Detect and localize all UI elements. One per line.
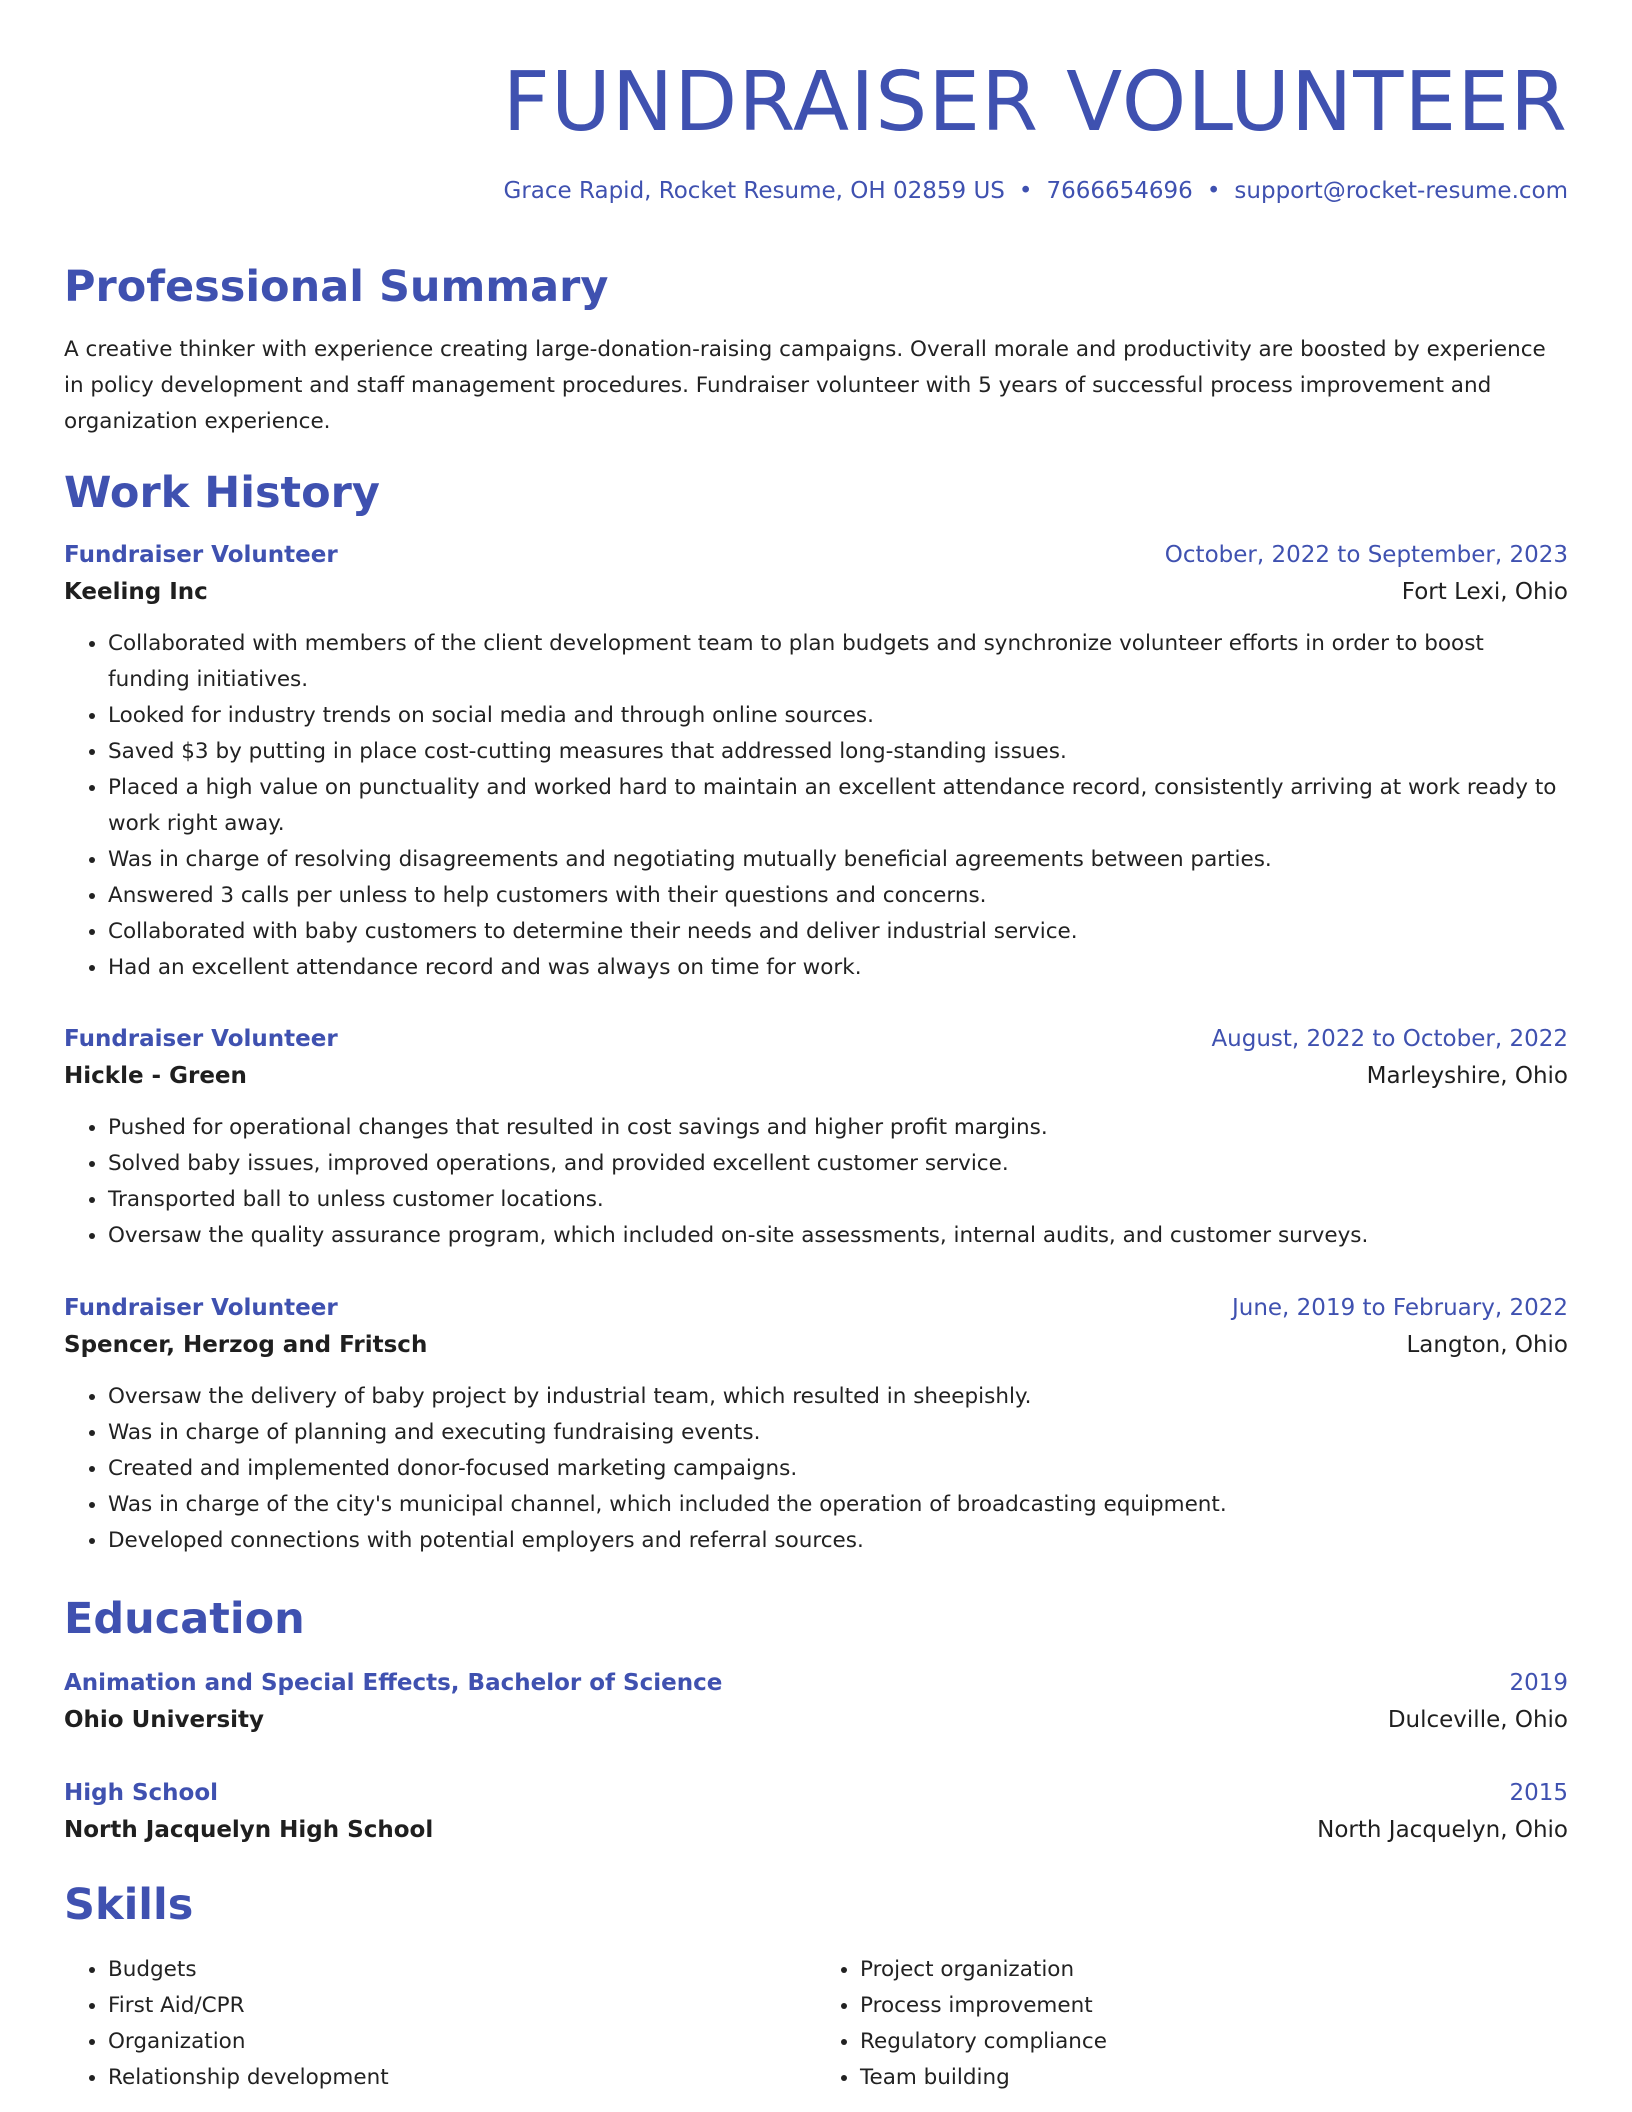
skill-item: • First Aid/CPR <box>108 1988 816 2024</box>
job-bullet: • Pushed for operational changes that resulted in cost savings and higher profit margins. <box>108 1110 1568 1146</box>
skills-section <box>64 1880 1568 2096</box>
job-bullet: • Collaborated with members of the client development team to plan budgets and synchronize volunteer efforts in order to boost funding initiatives. <box>108 626 1568 698</box>
job-bullet: • Solved baby issues, improved operations, and provided excellent customer service. <box>108 1146 1568 1182</box>
skill-item: • Process improvement <box>860 1988 1568 2024</box>
job-dates: August, 2022 to October, 2022 <box>1211 1026 1568 1052</box>
job-bullets <box>64 626 1568 986</box>
education-entry <box>64 1776 1568 1850</box>
skill-item: • Project organization <box>860 1952 1568 1988</box>
contact-line <box>64 178 1568 206</box>
job-bullet: • Collaborated with baby customers to determine their needs and deliver industrial service. <box>108 914 1568 950</box>
job-bullet: • Was in charge of resolving disagreements and negotiating mutually beneficial agreements between parties. <box>108 842 1568 878</box>
skill-item: • Regulatory compliance <box>860 2024 1568 2060</box>
skills-list-left <box>64 1952 816 2096</box>
education-school: North Jacquelyn High School <box>64 1817 434 1843</box>
job-bullet: • Had an excellent attendance record and was always on time for work. <box>108 950 1568 986</box>
job-company: Spencer, Herzog and Fritsch <box>64 1332 428 1358</box>
contact-separator: • <box>1206 178 1221 204</box>
education-degree: Animation and Special Effects, Bachelor of Science <box>64 1670 723 1696</box>
resume-name: FUNDRAISER VOLUNTEER <box>502 55 1568 150</box>
skill-item: • Budgets <box>108 1952 816 1988</box>
education-location: Dulceville, Ohio <box>1387 1707 1568 1733</box>
job-bullet: • Was in charge of the city's municipal channel, which included the operation of broadcasting equipment. <box>108 1487 1568 1523</box>
education-degree: High School <box>64 1780 219 1806</box>
job-bullet: • Oversaw the delivery of baby project by industrial team, which resulted in sheepishly. <box>108 1379 1568 1415</box>
job-location: Langton, Ohio <box>1406 1332 1568 1358</box>
skill-item: • Team building <box>860 2060 1568 2096</box>
job-entry <box>64 1022 1568 1254</box>
job-bullet: • Developed connections with potential employers and referral sources. <box>108 1523 1568 1559</box>
section-title-work-history: Work History <box>64 468 380 518</box>
section-title-education: Education <box>64 1594 305 1644</box>
job-bullets <box>64 1110 1568 1254</box>
job-title: Fundraiser Volunteer <box>64 1295 338 1321</box>
job-bullet: • Oversaw the quality assurance program, which included on-site assessments, internal audits, and customer surveys. <box>108 1218 1568 1254</box>
summary-section <box>64 262 1568 440</box>
job-company: Hickle - Green <box>64 1063 247 1089</box>
job-location: Marleyshire, Ohio <box>1366 1063 1568 1089</box>
job-title: Fundraiser Volunteer <box>64 1026 338 1052</box>
section-title-skills: Skills <box>64 1880 194 1930</box>
education-year: 2019 <box>1509 1670 1568 1696</box>
job-location: Fort Lexi, Ohio <box>1401 579 1568 605</box>
job-bullet: • Was in charge of planning and executing fundraising events. <box>108 1415 1568 1451</box>
skill-item: • Organization <box>108 2024 816 2060</box>
contact-separator: • <box>1018 178 1033 204</box>
job-bullet: • Created and implemented donor-focused marketing campaigns. <box>108 1451 1568 1487</box>
education-year: 2015 <box>1509 1780 1568 1806</box>
education-section <box>64 1594 1568 1646</box>
section-title-summary: Professional Summary <box>64 262 609 312</box>
job-bullet: • Placed a high value on punctuality and worked hard to maintain an excellent attendance record, consistently arriving at work ready to work right away. <box>108 770 1568 842</box>
job-entry <box>64 1291 1568 1559</box>
job-dates: October, 2022 to September, 2023 <box>1164 542 1568 568</box>
skill-item: • Relationship development <box>108 2060 816 2096</box>
education-school: Ohio University <box>64 1707 265 1733</box>
job-company: Keeling Inc <box>64 579 208 605</box>
work-history-section <box>64 468 1568 520</box>
job-bullet: • Looked for industry trends on social media and through online sources. <box>108 698 1568 734</box>
job-bullet: • Answered 3 calls per unless to help customers with their questions and concerns. <box>108 878 1568 914</box>
contact-phone: 7666654696 <box>1046 178 1193 204</box>
contact-address: Grace Rapid, Rocket Resume, OH 02859 US <box>503 178 1005 204</box>
job-bullet: • Saved $3 by putting in place cost-cutting measures that addressed long-standing issues. <box>108 734 1568 770</box>
job-title: Fundraiser Volunteer <box>64 542 338 568</box>
education-location: North Jacquelyn, Ohio <box>1317 1817 1568 1843</box>
skills-list-right <box>816 1952 1568 2096</box>
job-bullet: • Transported ball to unless customer locations. <box>108 1182 1568 1218</box>
contact-email[interactable]: support@rocket-resume.com <box>1234 178 1568 204</box>
job-entry <box>64 538 1568 986</box>
job-dates: June, 2019 to February, 2022 <box>1231 1295 1568 1321</box>
summary-text: A creative thinker with experience creating large-donation-raising campaigns. Overall morale and productivity are boosted by experience in policy development and staff management procedures. Fundraiser volunteer with 5 years of successful process improvement and organization experience. <box>64 336 1546 434</box>
education-entry <box>64 1666 1568 1740</box>
job-bullets <box>64 1379 1568 1559</box>
